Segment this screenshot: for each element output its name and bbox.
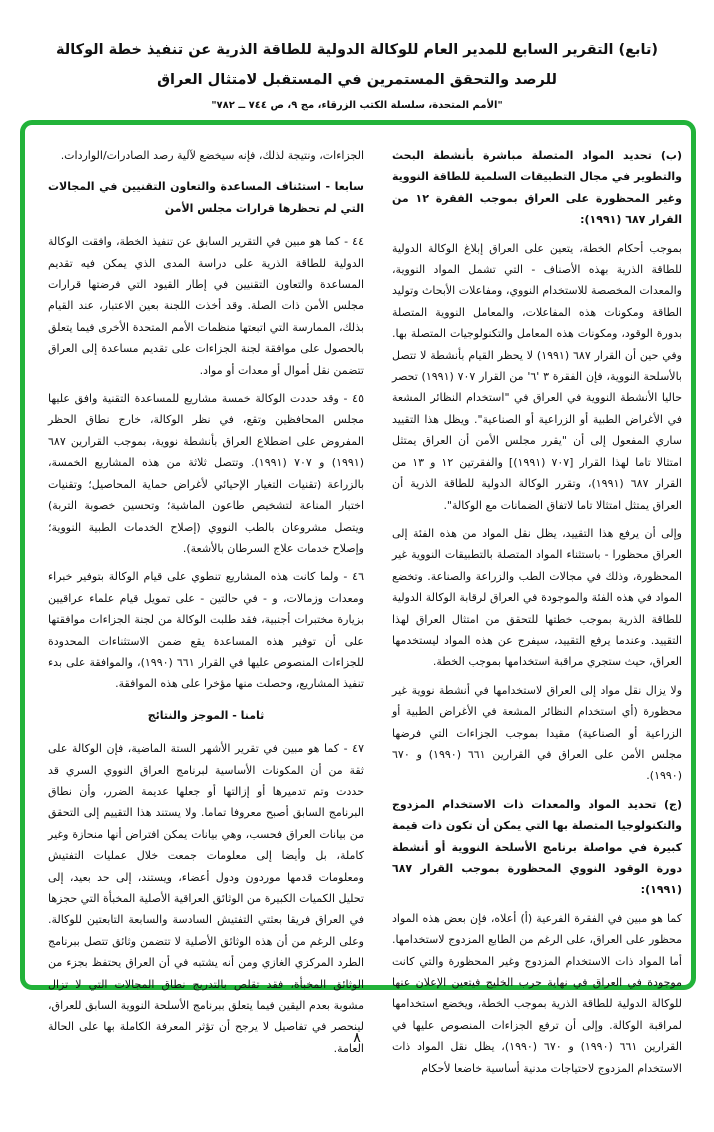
paragraph-45: ٤٥ - وقد حددت الوكالة خمسة مشاريع للمساعدة التقنية وافق عليها مجلس المحافظين وتقع، في نظر الوكالة، خارج نطاق الحظر المفروض على اضطلاع العراق بأنشطة نووية، بموجب القرارين ٦٨٧ (١٩٩١) و ٧٠٧ (١٩٩١). وتتصل ثلاثة من هذه المشاريع الخمسة، بالزراعة (تقنيات التغيار الإحيائي لأغراض حماية المحاصيل؛ وتقنيات اختبار المناعة لتشخيص طاعون الماشية؛ وتحسين خصوبة التربة) ويتصل مشروعان بالطب النووي (إصلاح الخدمات الطبية النووية؛ وإصلاح خدمات علاج السرطان بالأشعة). — [48, 392, 364, 555]
subsection-b-heading: (ب) تحديد المواد المتصلة مباشرة بأنشطة البحث والتطوير في مجال التطبيقات السلمية للطاقة النووية وغير المحظورة على العراق بموجب الفقرة ١٢ من القرار ٦٨٧ (١٩٩١): — [392, 149, 682, 227]
page-number: ٨ — [353, 1030, 361, 1046]
paragraph: بموجب أحكام الخطة، يتعين على العراق إبلاغ الوكالة الدولية للطاقة الذرية بهذه الأصناف - التي تشمل المواد النووية، والمعدات المخصصة للاستخدام النووي، ومفاعلات الأبحاث وتوليد الطاقة ومكونات هذه المفاعلات، والمعامل النووية المتصلة بدورة الوقود، ومكونات هذه المعامل والتكنولوجيات المتصلة بها. وفي حين أن القرار ٦٨٧ (١٩٩١) لا يحظر القيام بأنشطة لا تتصل بالأسلحة النووية، فإن الفقرة ٣ '٦' من القرار ٧٠٧ (١٩٩١) تحصر حاليا الأنشطة النووية في العراق في "استخدام النظائر المشعة في الأغراض الطبية أو الزراعية أو الصناعية". ويظل هذا التقييد ساري المفعول إلى أن "يقرر مجلس الأمن أن العراق يمتثل امتثالا تاما لهذا القرار [٧٠٧ (١٩٩١)] والفقرتين ١٢ و ١٣ من القرار ٦٨٧ (١٩٩١)، وتقرر الوكالة الدولية للطاقة الذرية أن العراق يمتثل امتثالا تاما لاتفاق الضمانات مع الوكالة". — [392, 241, 682, 512]
section-8-heading: ثامنا - الموجز والنتائج — [147, 708, 265, 722]
paragraph: كما هو مبين في الفقرة الفرعية (أ) أعلاه، فإن بعض هذه المواد محظور على العراق، على الرغم من الطابع المزدوج لاستخدامها. أما المواد ذات الاستخدام المزدوج وغير المحظورة والتي كانت موجودة في العراق في نهاية حرب الخليج فيتعين الإعلان عنها للوكالة الدولية للطاقة الذرية بموجب الخطة، ويخضع استخدامها لمراقبة الوكالة. وإلى أن ترفع الجزاءات المنصوص عليها في القرارين ٦٦١ (١٩٩٠) و ٦٧٠ (١٩٩٠)، يظل نقل المواد ذات الاستخدام المزدوج لاحتياجات مدنية أساسية خاضعا لأحكام — [392, 911, 682, 1075]
source-citation: "الأمم المتحدة، سلسلة الكتب الزرقاء، مج ٩، ص ٧٤٤ ــ ٧٨٢" — [211, 100, 503, 111]
document-title-line2: للرصد والتحقق المستمرين في المستقبل لامتثال العراق — [157, 72, 557, 88]
document-title-line1: (تابع) التقرير السابع للمدير العام للوكالة الدولية للطاقة الذرية عن تنفيذ خطة الوكالة — [55, 42, 659, 58]
subsection-c-heading: (ج) تحديد المواد والمعدات ذات الاستخدام المزدوج والتكنولوجيا المتصلة بها التي يمكن أن تكون ذات قيمة كبيرة في مواصلة برنامج الأسلحة النووية أو أنشطة دورة الوقود النووي المحظورة بموجب القرار ٦٨٧ (١٩٩١): — [391, 797, 682, 897]
left-column — [48, 145, 364, 1066]
right-column — [392, 145, 682, 1086]
paragraph: ولا يزال نقل مواد إلى العراق لاستخدامها في أنشطة نووية غير محظورة (أي استخدام النظائر المشعة في الأغراض الطبية أو الزراعية أو الصناعية) مقيدا بموجب الجزاءات التي فرضها مجلس الأمن على العراق في القرارين ٦٦١ (١٩٩٠) و ٦٧٠ (١٩٩٠). — [392, 683, 682, 783]
section-7-heading: سابعا - استئناف المساعدة والتعاون التقنيين في المجالات التي لم تحظرها قرارات مجلس الأمن — [48, 180, 364, 215]
paragraph-46: ٤٦ - ولما كانت هذه المشاريع تنطوي على قيام الوكالة بتوفير خبراء ومعدات وزمالات، و - في حالتين - على تمويل قيام علماء عراقيين بزيارة مختبرات أجنبية، فقد طلبت الوكالة من لجنة الجزاءات موافقتها على أن توفير هذه المساعدة يقع ضمن الاستثناءات المحدودة للجزاءات المنصوص عليها في القرار ٦٦١ (١٩٩٠)، والموافقة على بدء تنفيذ المشاريع، وحصلت منها مؤخرا على هذه الموافقة. — [48, 570, 364, 691]
paragraph-47: ٤٧ - كما هو مبين في تقرير الأشهر الستة الماضية، فإن الوكالة على ثقة من أن المكونات الأساسية لبرنامج العراق النووي السري قد حددت وتم تدميرها أو إزالتها أو جعلها عديمة الضرر، وأن نطاق البرنامج السابق أصبح معروفا تماما. ولا يستند هذا التقييم إلى التحقق من بيانات العراق فحسب، وهي بيانات يمكن افتراض أنها منحازة وغير كاملة، بل وأيضا إلى معلومات جمعت خلال عمليات التفتيش ومعلومات قدمها موردون ودول أعضاء، ويستند، إلى حد بعيد، إلى تحليل الكميات الكبيرة من الوثائق العراقية الأصلية المخبأة التي حجزها في العراق فريقا بعثتي التفتيش السادسة والسابعة التابعتين للوكالة. وعلى الرغم من أن هذه الوثائق الأصلية لا تتضمن وثائق تتصل ببرنامج الطرد المركزي الغازي ومن أنه يشتبه في أن العراق يحتفظ بجزء من الوثائق المخبأة، فقد تقلص بالتدريج نطاق المجالات التي لا تزال مشوبة بعدم اليقين فيما يتعلق ببرنامج الأسلحة النووية السابق للعراق، لينحصر في تفاصيل لا يرجح أن تؤثر المعرفة الكاملة بها على الحالة العامة. — [48, 742, 364, 1055]
paragraph: وإلى أن يرفع هذا التقييد، يظل نقل المواد من هذه الفئة إلى العراق محظورا - باستثناء المواد المتصلة بالتطبيقات النووية غير المحظورة، وذلك في مجالات الطب والزراعة والصناعة. وتخضع المواد في هذه الفئة والموجودة في العراق لرقابة الوكالة الدولية للطاقة الذرية بموجب خطتها للتحقق من امتثال العراق لهذا التقييد. وعندما يرفع التقييد، سيفرج عن هذه المواد ليستخدمها العراق، حيث ستجري مراقبة استخدامها بموجب الخطة. — [392, 526, 682, 669]
paragraph-44: ٤٤ - كما هو مبين في التقرير السابق عن تنفيذ الخطة، وافقت الوكالة الدولية للطاقة الذرية على دراسة المدى الذي يمكن فيه تقديم المساعدة والتعاون التقنيين في إطار القيود التي فرضتها قرارات مجلس الأمن ذات الصلة. وقد أخذت اللجنة بعين الاعتبار، عند القيام بذلك، الممارسة التي اتبعتها منظمات الأمم المتحدة الأخرى فيما يتعلق بالحصول على موافقة لجنة الجزاءات على تقديم مساعدة إلى العراق تتضمن نقل أموال أو معدات أو مواد. — [48, 235, 364, 377]
paragraph: الجزاءات، ونتيجة لذلك، فإنه سيخضع لآلية رصد الصادرات/الواردات. — [60, 149, 364, 162]
